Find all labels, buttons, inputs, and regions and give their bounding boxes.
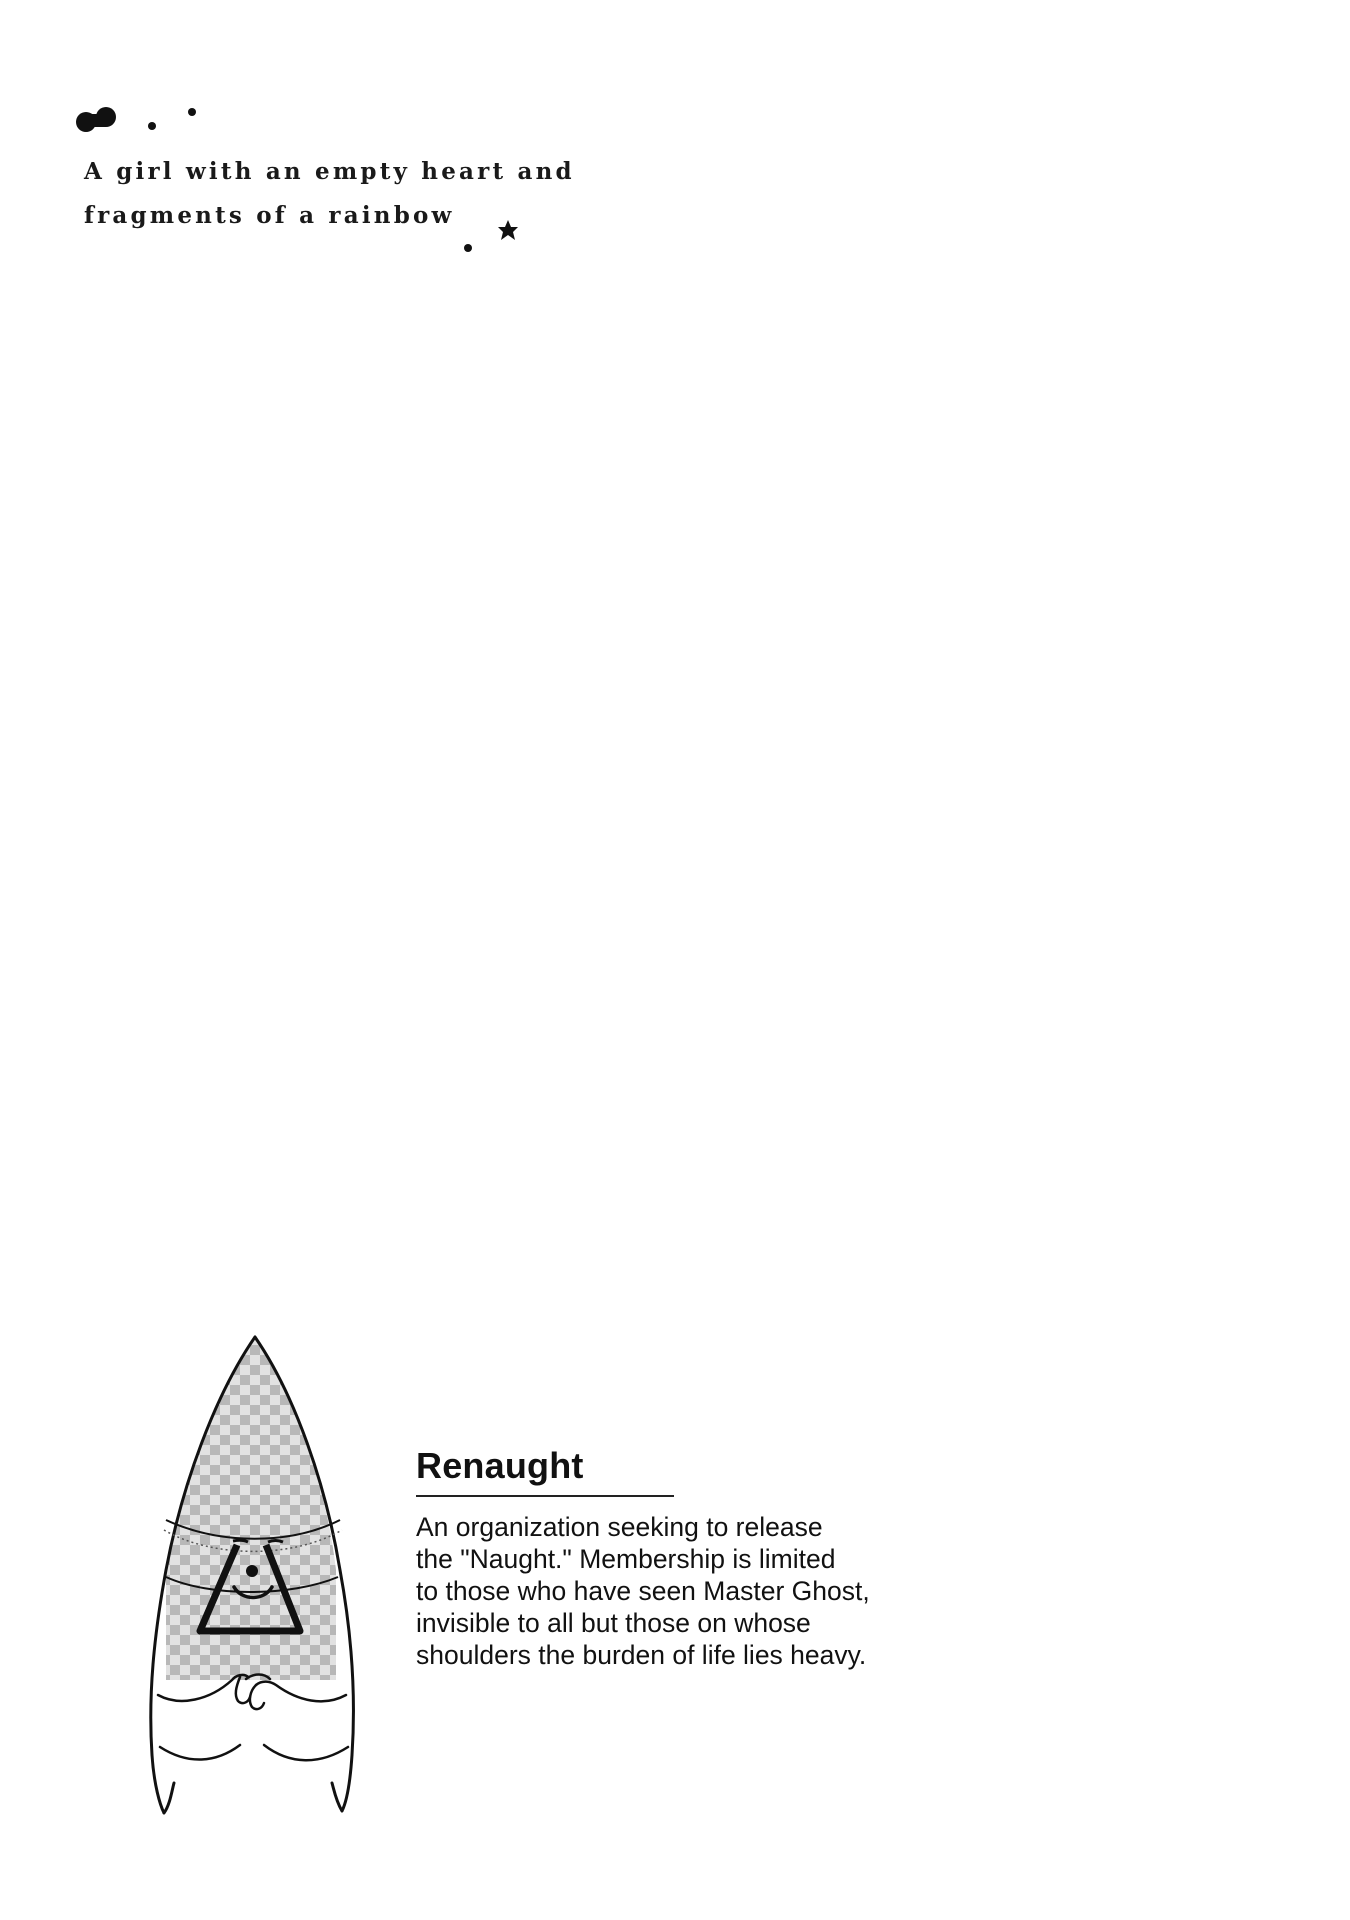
character-profile bbox=[416, 1445, 936, 1671]
description-line-2: the "Naught." Membership is limited bbox=[416, 1544, 836, 1574]
description-line-3: to those who have seen Master Ghost, bbox=[416, 1576, 870, 1606]
renaught-ghost-figure-icon bbox=[140, 1335, 370, 1815]
subtitle-line-1: A girl with an empty heart and bbox=[84, 158, 575, 185]
profile-name: Renaught bbox=[416, 1445, 584, 1486]
subtitle-line-2: fragments of a rainbow bbox=[84, 202, 455, 229]
profile-description bbox=[416, 1511, 936, 1671]
name-underline-divider bbox=[416, 1495, 674, 1497]
description-line-5: shoulders the burden of life lies heavy. bbox=[416, 1640, 867, 1670]
page-subtitle bbox=[84, 150, 575, 238]
description-line-4: invisible to all but those on whose bbox=[416, 1608, 811, 1638]
description-line-1: An organization seeking to release bbox=[416, 1512, 823, 1542]
